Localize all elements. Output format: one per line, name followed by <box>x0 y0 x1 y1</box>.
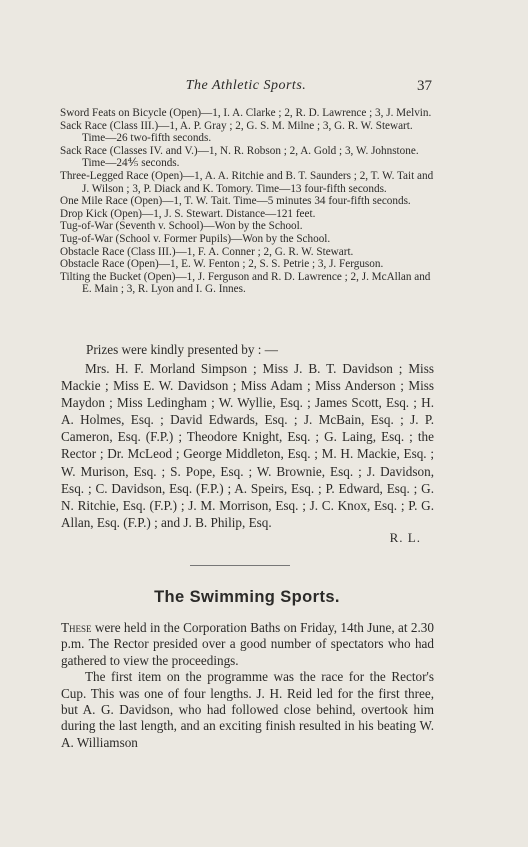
running-header <box>60 78 432 98</box>
paragraph: The first item on the programme was the race for the Rector's Cup. This was one of four lengths. J. H. Reid led for the first three, but A. G. Davidson, who had followed close behind, overtook him during the last length, and an exciting finish resulted in his beating W. A. Williamson <box>61 669 434 750</box>
running-title: The Athletic Sports. <box>185 78 307 93</box>
paragraph <box>61 620 434 669</box>
result-entry: Sack Race (Class III.)—1, A. P. Gray ; 2, G. S. M. Milne ; 3, G. R. W. Stewart. Time—26 two-fifth seconds. <box>60 119 413 145</box>
result-entry: Sack Race (Classes IV. and V.)—1, N. R. Robson ; 2, A. Gold ; 3, W. Johnstone. Time—24⅘ seconds. <box>60 144 419 170</box>
result-entry: One Mile Race (Open)—1, T. W. Tait. Time—5 minutes 34 four-fifth seconds. <box>60 195 411 208</box>
results-list <box>60 107 434 296</box>
section-divider <box>190 565 290 566</box>
page-number: 37 <box>417 78 432 94</box>
result-entry: Obstacle Race (Class III.)—1, F. A. Conner ; 2, G. R. W. Stewart. <box>60 245 354 258</box>
prize-donors-paragraph: Mrs. H. F. Morland Simpson ; Miss J. B. T. Davidson ; Miss Mackie ; Miss E. W. Davidson ; Miss Adam ; Miss Anderson ; Miss Maydon ; Miss Ledingham ; W. Wyllie, Esq. ; James Scott, Esq. ; H. A. Holmes, Esq. ; David Edwards, Esq. ; J. McBain, Esq. ; J. P. Cameron, Esq. (F.P.) ; Theodore Knight, Esq. ; G. Laing, Esq. ; the Rector ; Dr. McLeod ; George Middleton, Esq. ; M. H. Mackie, Esq. ; W. Murison, Esq. ; S. Pope, Esq. ; W. Brownie, Esq. ; J. Davidson, Esq. ; C. Davidson, Esq. (F.P.) ; A. Speirs, Esq. ; P. Edward, Esq. ; G. N. Ritchie, Esq. (F.P.) ; J. M. Morrison, Esq. ; J. C. Knox, Esq. ; P. G. Allan, Esq. (F.P.) ; and J. B. Philip, Esq. <box>61 361 434 530</box>
result-entry: Tilting the Bucket (Open)—1, J. Ferguson and R. D. Lawrence ; 2, J. McAllan and E. Main ; 3, R. Lyon and I. G. Innes. <box>60 270 431 296</box>
result-entry: Three-Legged Race (Open)—1, A. A. Ritchie and B. T. Saunders ; 2, T. W. Tait and J. Wilson ; 3, P. Diack and K. Tomory. Time—13 four-fifth seconds. <box>60 169 434 195</box>
result-entry: Obstacle Race (Open)—1, E. W. Fenton ; 2, S. S. Petrie ; 3, J. Ferguson. <box>60 258 384 271</box>
section-heading: The Swimming Sports. <box>154 588 340 606</box>
swimming-article <box>61 620 434 751</box>
result-entry: Drop Kick (Open)—1, J. S. Stewart. Distance—121 feet. <box>60 207 316 220</box>
result-entry: Tug-of-War (Seventh v. School)—Won by the School. <box>60 220 303 233</box>
author-initials: R. L. <box>389 530 421 545</box>
result-entry: Sword Feats on Bicycle (Open)—1, I. A. Clarke ; 2, R. D. Lawrence ; 3, J. Melvin. <box>60 107 432 119</box>
prizes-intro: Prizes were kindly presented by : — <box>86 342 278 357</box>
result-entry: Tug-of-War (School v. Former Pupils)—Won by the School. <box>60 232 331 245</box>
paragraph-text: were held in the Corporation Baths on Friday, 14th June, at 2.30 p.m. The Rector presided over a good number of spectators who had gathered to view the proceedings. <box>61 620 434 668</box>
lead-word: These <box>61 620 92 635</box>
